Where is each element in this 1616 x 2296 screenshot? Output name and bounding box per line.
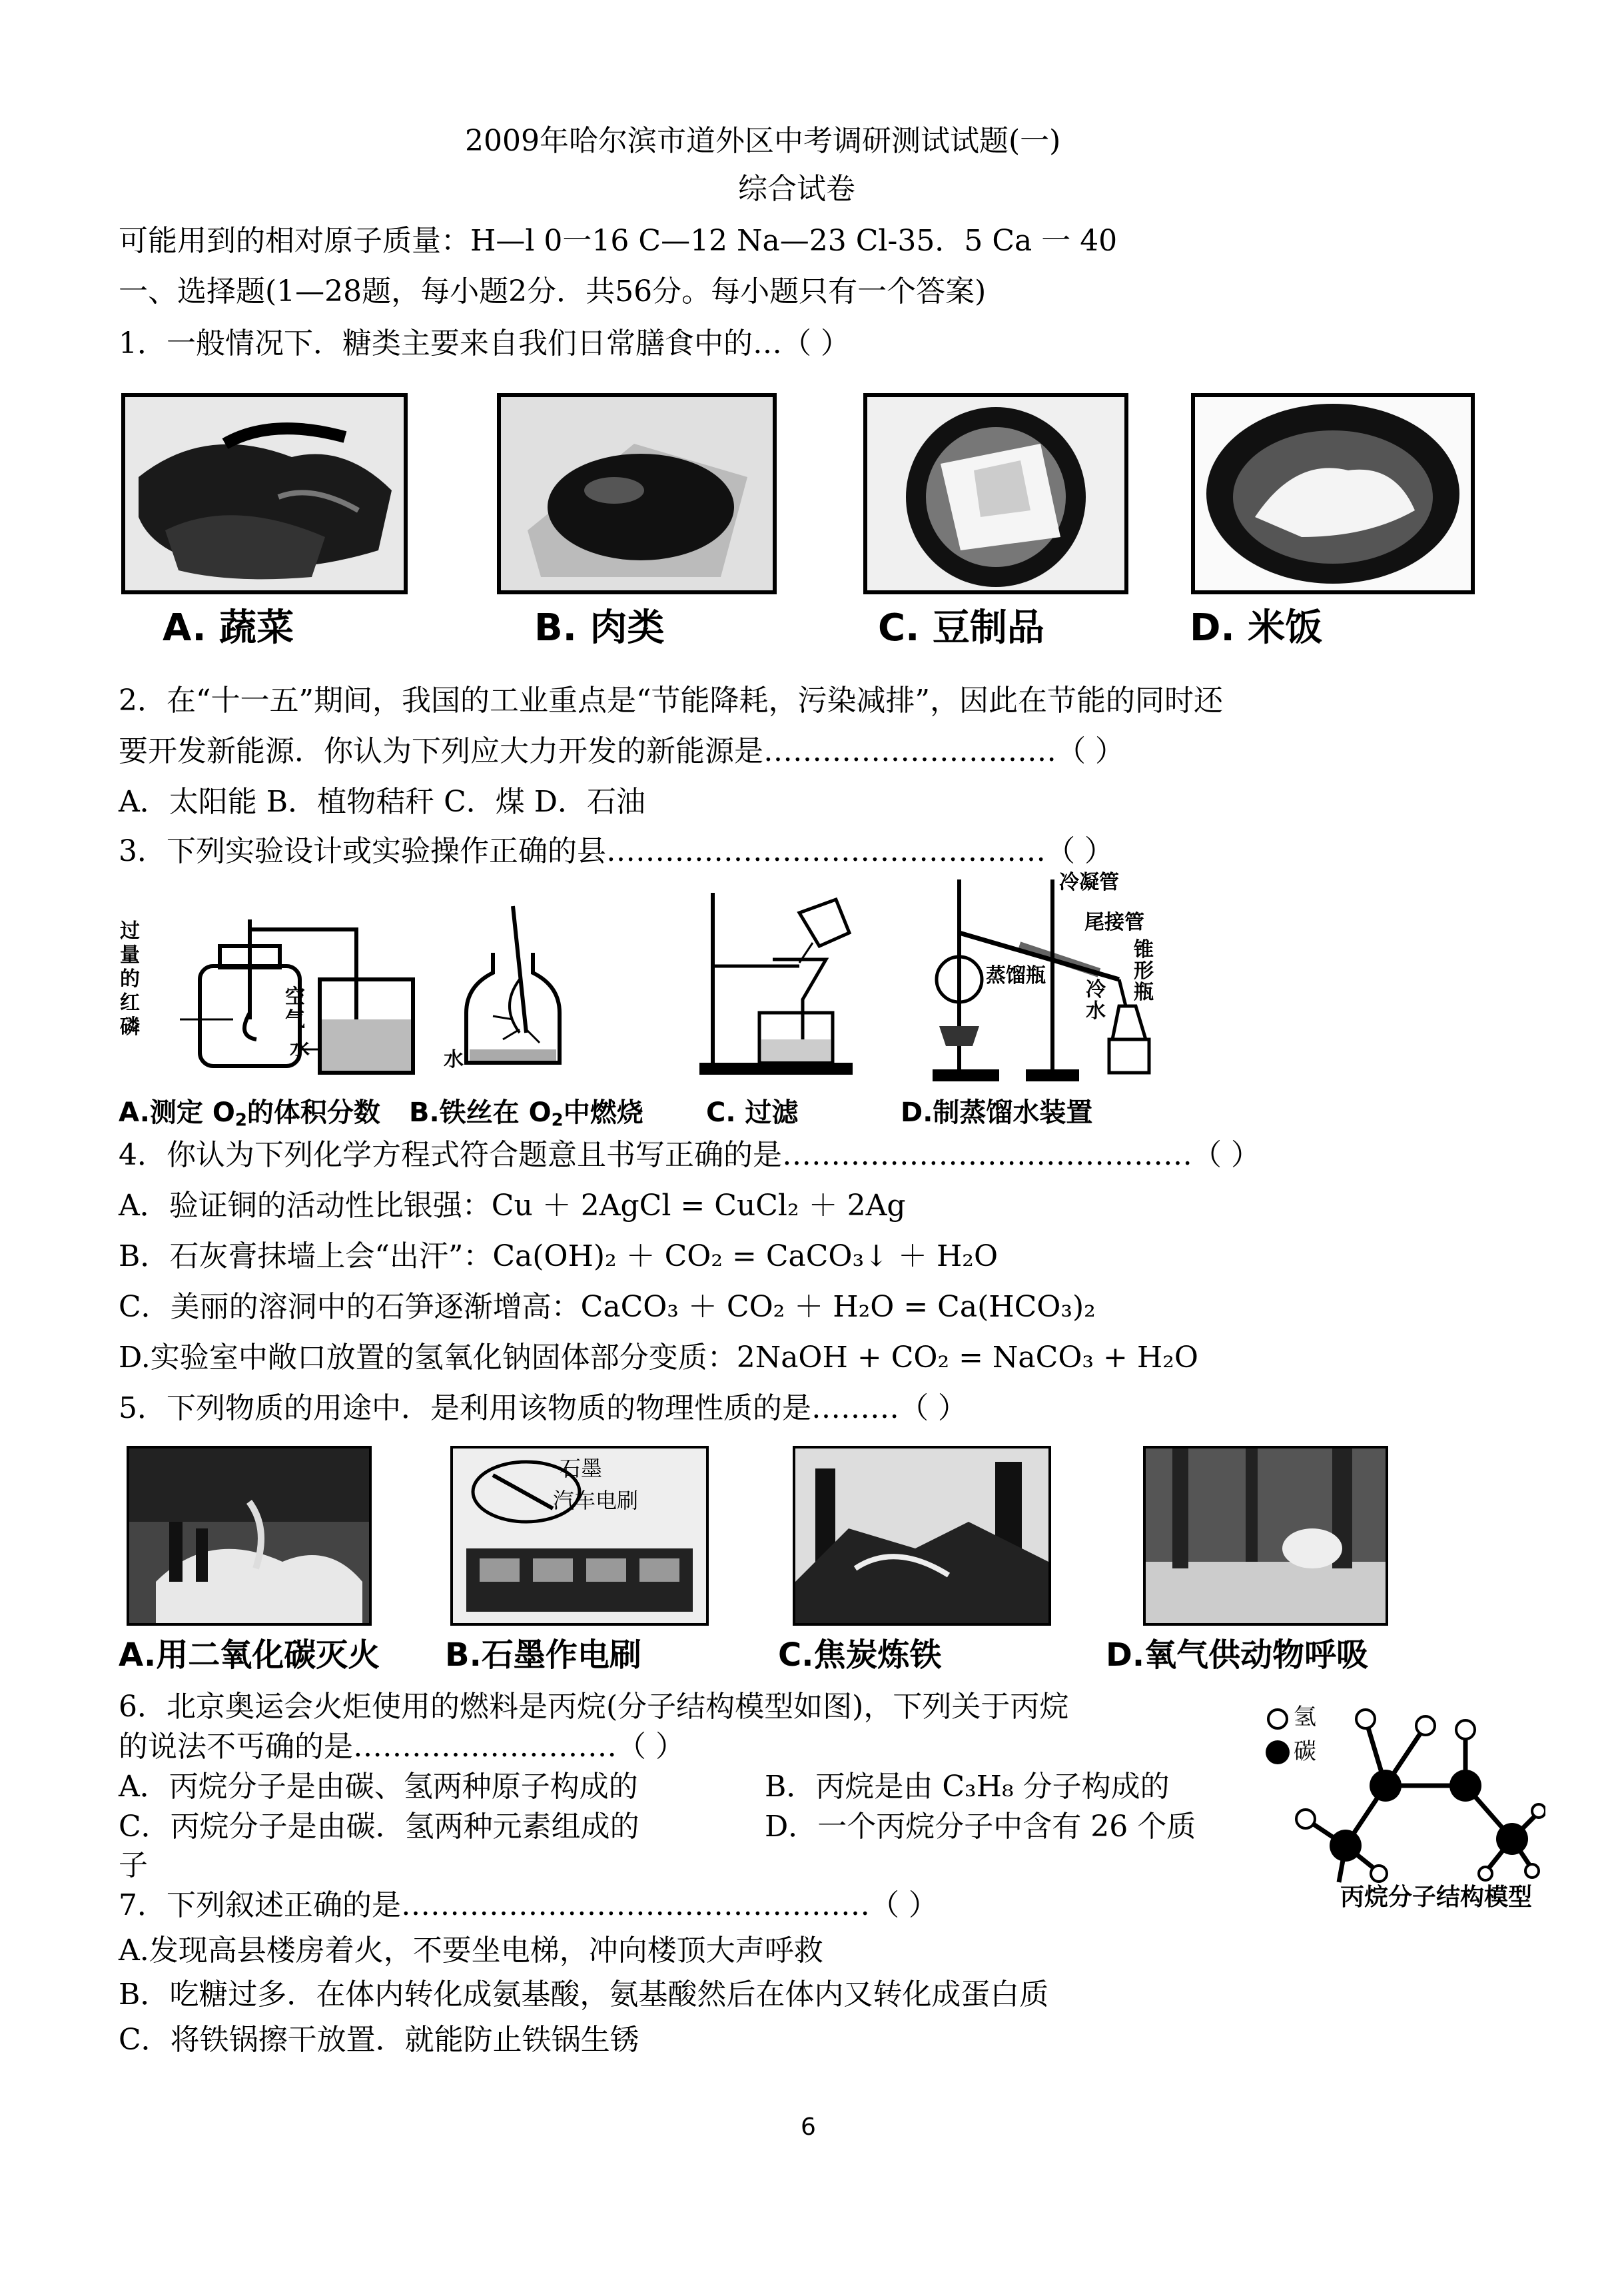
q7-option-c[interactable]: C．将铁锅擦干放置．就能防止铁锅生锈 [119,2023,639,2057]
q1-option-d[interactable]: D. 米饭 [1190,606,1323,650]
rice-photo [1191,393,1475,594]
meat-photo [497,393,777,594]
q5-option-d[interactable]: D.氧气供动物呼吸 [1106,1636,1369,1674]
label-flask: 蒸馏瓶 [986,964,1046,987]
q4-stem: 4．你认为下列化学方程式符合题意且书写正确的是……………………………………（ ） [119,1138,1260,1172]
q5-option-c[interactable]: C.焦炭炼铁 [778,1636,942,1674]
q3-stem: 3．下列实验设计或实验操作正确的县………………………………………（ ） [119,834,1114,868]
photo-label-brush: 汽车电刷 [553,1488,639,1513]
q6-option-d[interactable]: D．一个丙烷分子中含有 26 个质 [765,1810,1196,1844]
q5-option-a[interactable]: A.用二氧化碳灭火 [119,1636,380,1674]
q7-option-b[interactable]: B．吃糖过多．在体内转化成氨基酸，氨基酸然后在体内又转化成蛋白质 [119,1978,1049,2011]
label-red-phosphorus: 过量的红磷 [120,919,140,1039]
co2-fire-photo [127,1446,372,1626]
page-number: 6 [801,2113,816,2141]
graphite-brush-photo [450,1446,709,1626]
exam-title: 2009年哈尔滨市道外区中考调研测试试题(一) [465,124,1061,158]
q4-option-b[interactable]: B．石灰膏抹墙上会“出汗”：Ca(OH)₂ ＋ CO₂ = CaCO₃↓ ＋ H₂O [119,1239,999,1273]
q1-option-c[interactable]: C. 豆制品 [878,606,1044,650]
apparatus-iron-burning [440,899,586,1079]
q6-line2: 的说法不丐确的是………………………（ ） [119,1730,685,1764]
q6-line1: 6．北京奥运会火炬使用的燃料是丙烷(分子结构模型如图)，下列关于丙烷 [119,1690,1069,1724]
q7-option-a[interactable]: A.发现高县楼房着火，不要坐电梯，冲向楼顶大声呼救 [119,1934,823,1968]
coke-iron-photo [793,1446,1051,1626]
label-water-b: 水 [444,1048,464,1071]
label-condenser: 冷凝管 [1059,871,1119,894]
q3-option-b[interactable]: B.铁丝在 $O_2$中燃烧 [409,1097,643,1131]
q5-option-b[interactable]: B.石墨作电刷 [445,1636,641,1674]
q6-option-b[interactable]: B．丙烷是由 C₃H₈ 分子构成的 [765,1770,1170,1804]
paper-subtitle: 综合试卷 [738,172,855,206]
tofu-photo [863,393,1128,594]
label-conical-flask: 锥形瓶 [1134,938,1154,1004]
label-water-a: 水 [290,1037,310,1061]
q3-option-a[interactable]: A.测定 $O_2$的体积分数 [119,1097,380,1131]
q4-option-d[interactable]: D.实验室中敞口放置的氢氧化钠固体部分变质：2NaOH + CO₂ = NaCO₃ + H₂O [119,1341,1198,1375]
legend-carbon: 碳 [1294,1738,1316,1765]
q6-option-d-continued: 子 [119,1848,148,1882]
q6-option-c[interactable]: C．丙烷分子是由碳．氢两种元素组成的 [119,1810,639,1844]
apparatus-filtration [693,886,859,1079]
q2-options[interactable]: A．太阳能 B．植物秸秆 C．煤 D．石油 [119,785,646,819]
photo-label-graphite: 石墨 [560,1456,603,1481]
q2-line1: 2．在“十一五”期间，我国的工业重点是“节能降耗，污染减排”，因此在节能的同时还 [119,684,1223,718]
propane-model-diagram [1266,1699,1545,1886]
apparatus-distillation [919,873,1159,1086]
label-air: 空气 [285,985,305,1031]
apparatus-oxygen-volume [120,906,446,1086]
atomic-masses: 可能用到的相对原子质量：H—l 0一16 C—12 Na—23 Cl-35．5 Ca 一 40 [119,224,1118,258]
propane-model-caption: 丙烷分子结构模型 [1340,1884,1533,1911]
q3-option-c[interactable]: C. 过滤 [706,1097,799,1128]
label-cold-water: 冷水 [1086,978,1106,1023]
section-heading: 一、选择题(1—28题，每小题2分．共56分。每小题只有一个答案) [119,275,987,308]
q1-option-b[interactable]: B. 肉类 [534,606,665,650]
q1-stem: 1．一般情况下．糖类主要来自我们日常膳食中的…（ ） [119,326,850,360]
q1-option-a[interactable]: A. 蔬菜 [163,606,294,650]
q2-line2: 要开发新能源．你认为下列应大力开发的新能源是…………………………（ ） [119,734,1124,768]
q7-stem: 7．下列叙述正确的是…………………………………………（ ） [119,1888,938,1922]
label-adapter: 尾接管 [1084,911,1144,934]
q4-option-c[interactable]: C．美丽的溶洞中的石笋逐渐增高：CaCO₃ ＋ CO₂ ＋ H₂O = Ca(HCO₃)₂ [119,1290,1096,1324]
q6-option-a[interactable]: A．丙烷分子是由碳、氢两种原子构成的 [119,1770,638,1804]
legend-hydrogen: 氢 [1294,1704,1316,1730]
oxygen-animal-photo [1143,1446,1388,1626]
vegetables-photo [121,393,408,594]
q4-option-a[interactable]: A．验证铜的活动性比银强：Cu ＋ 2AgCl = CuCl₂ ＋ 2Ag [119,1189,906,1223]
q3-option-d[interactable]: D.制蒸馏水装置 [901,1097,1093,1128]
q5-stem: 5．下列物质的用途中．是利用该物质的物理性质的是………（ ） [119,1391,967,1425]
